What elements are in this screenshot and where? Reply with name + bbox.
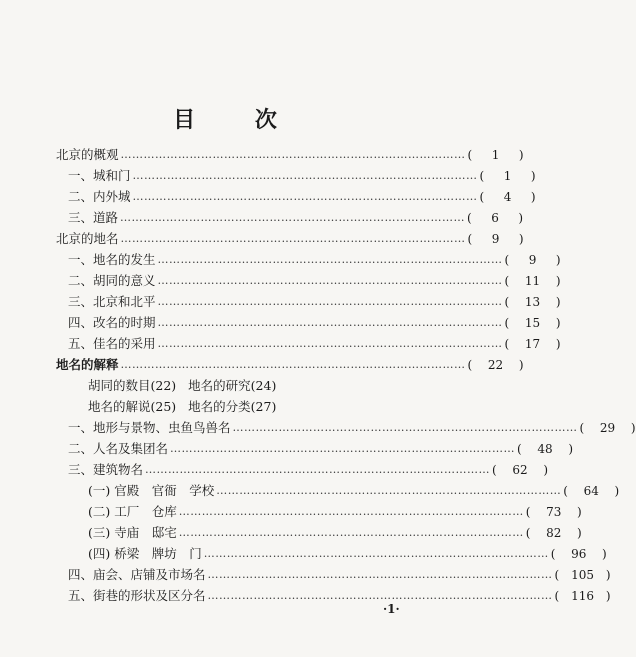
page-number: 48 <box>537 442 553 456</box>
page-number: 17 <box>524 337 541 351</box>
open-paren: ( <box>467 148 473 162</box>
close-paren: ) <box>555 295 561 309</box>
dot-leader: ……………………………………………………………………………… <box>157 274 503 287</box>
open-paren: ( <box>467 232 473 246</box>
open-paren: ( <box>504 253 510 267</box>
dot-leader: ……………………………………………………………………………… <box>203 547 549 560</box>
dot-leader: ……………………………………………………………………………… <box>207 568 553 581</box>
toc-entry <box>68 312 561 334</box>
dot-leader: ……………………………………………………………………………… <box>178 526 524 539</box>
close-paren: ) <box>518 358 524 372</box>
page-number: 9 <box>491 232 500 246</box>
toc-entry-label: (一) 官殿 官衙 学校 <box>88 483 215 498</box>
toc-entry <box>68 459 549 481</box>
dot-leader: ……………………………………………………………………………… <box>120 148 466 161</box>
page-number: 105 <box>571 568 594 582</box>
toc-entry <box>68 291 561 313</box>
close-paren: ) <box>543 463 549 477</box>
open-paren: ( <box>517 442 522 456</box>
open-paren: ( <box>467 211 472 225</box>
close-paren: ) <box>630 421 636 435</box>
close-paren: ) <box>577 526 582 540</box>
toc-entry <box>68 249 561 271</box>
toc-entry-label: (二) 工厂 仓库 <box>88 504 177 519</box>
toc-entry-label: 二、胡同的意义 <box>68 273 156 288</box>
toc-entry-label: 三、北京和北平 <box>68 294 156 309</box>
toc-entry-page <box>580 417 636 439</box>
close-paren: ) <box>614 484 620 498</box>
toc-entry-label: 地名的解释 <box>56 357 119 372</box>
toc-entry <box>88 522 582 544</box>
toc-entry-label: 三、道路 <box>68 210 119 225</box>
toc-entry-page <box>467 207 523 229</box>
close-paren: ) <box>518 232 524 246</box>
page-number: 96 <box>571 547 587 561</box>
close-paren: ) <box>555 253 561 267</box>
open-paren: ( <box>479 169 485 183</box>
toc-entry-page <box>526 522 582 544</box>
toc-entry-page <box>468 144 524 166</box>
dot-leader: ……………………………………………………………………………… <box>157 316 503 329</box>
toc-entry-page <box>480 186 536 208</box>
page-number: 11 <box>524 274 541 288</box>
close-paren: ) <box>605 568 611 582</box>
close-paren: ) <box>530 190 536 204</box>
page-number: 15 <box>524 316 541 330</box>
toc-entry-page <box>526 501 582 523</box>
page-number: 64 <box>583 484 599 498</box>
toc-subentry: 地名的研究(24) <box>188 378 277 393</box>
toc-entry-label: 五、佳名的采用 <box>68 336 156 351</box>
close-paren: ) <box>518 211 524 225</box>
toc-entry-label: 北京的概观 <box>56 147 119 162</box>
dot-leader: ……………………………………………………………………………… <box>132 190 478 203</box>
page-number: 4 <box>503 190 512 204</box>
toc-entry <box>68 333 561 355</box>
toc-entry-label: 一、地名的发生 <box>68 252 156 267</box>
toc-entry <box>88 480 620 502</box>
toc-entry-page <box>505 333 561 355</box>
close-paren: ) <box>577 505 582 519</box>
toc-entry-page <box>555 585 611 607</box>
toc-entry-page <box>555 564 611 586</box>
toc-entry-label: 四、庙会、店铺及市场名 <box>68 567 206 582</box>
toc-entry-label: 二、人名及集团名 <box>68 441 169 456</box>
toc-subentry-line <box>88 396 276 418</box>
toc-entry <box>68 438 574 460</box>
page-number: 62 <box>512 463 528 477</box>
open-paren: ( <box>504 295 510 309</box>
close-paren: ) <box>518 148 524 162</box>
toc-entry-label: (四) 桥梁 牌坊 门 <box>88 546 202 561</box>
toc-entry-page <box>517 438 573 460</box>
toc-entry <box>56 228 524 250</box>
page-number: 1 <box>503 169 512 183</box>
open-paren: ( <box>467 358 473 372</box>
dot-leader: ……………………………………………………………………………… <box>157 253 503 266</box>
dot-leader: ……………………………………………………………………………… <box>120 358 466 371</box>
toc-entry-label: 四、改名的时期 <box>68 315 156 330</box>
toc-entry <box>68 417 636 439</box>
toc-entry-label: 五、街巷的形状及区分名 <box>68 588 206 603</box>
open-paren: ( <box>554 568 560 582</box>
toc-entry <box>68 564 611 586</box>
open-paren: ( <box>579 421 585 435</box>
toc-entry <box>56 354 524 376</box>
page-number: 82 <box>546 526 562 540</box>
open-paren: ( <box>504 316 510 330</box>
page-number: 116 <box>571 589 594 603</box>
dot-leader: ……………………………………………………………………………… <box>120 211 466 224</box>
close-paren: ) <box>605 589 611 603</box>
toc-entry <box>68 207 524 229</box>
close-paren: ) <box>555 316 561 330</box>
open-paren: ( <box>550 547 556 561</box>
open-paren: ( <box>563 484 568 498</box>
page-number-footer: ·1· <box>383 602 400 616</box>
toc-entry <box>68 186 536 208</box>
close-paren: ) <box>530 169 536 183</box>
page-title: 目 次 <box>173 108 303 133</box>
toc-entry <box>68 165 536 187</box>
toc-subentry-line <box>88 375 276 397</box>
toc-entry-label: 一、地形与景物、虫鱼鸟兽名 <box>68 420 231 435</box>
dot-leader: ……………………………………………………………………………… <box>232 421 578 434</box>
toc-entry-page <box>492 459 548 481</box>
toc-entry-label: 二、内外城 <box>68 189 131 204</box>
toc-entry <box>68 270 561 292</box>
toc-entry-page <box>505 249 561 271</box>
dot-leader: ……………………………………………………………………………… <box>157 295 503 308</box>
close-paren: ) <box>568 442 574 456</box>
dot-leader: ……………………………………………………………………………… <box>170 442 516 455</box>
toc-entry <box>88 543 607 565</box>
toc-entry-label: 一、城和门 <box>68 168 131 183</box>
toc-subentry: 胡同的数目(22) <box>88 378 177 393</box>
open-paren: ( <box>504 337 510 351</box>
page-number: 1 <box>491 148 500 162</box>
dot-leader: ……………………………………………………………………………… <box>145 463 491 476</box>
dot-leader: ……………………………………………………………………………… <box>207 589 553 602</box>
toc-entry-label: 北京的地名 <box>56 231 119 246</box>
toc-entry-page <box>505 312 561 334</box>
close-paren: ) <box>602 547 607 561</box>
page-number: 29 <box>599 421 616 435</box>
toc-entry-page <box>480 165 536 187</box>
toc-entry-page <box>551 543 607 565</box>
close-paren: ) <box>555 337 561 351</box>
page-number: 22 <box>487 358 504 372</box>
toc-entry-page <box>505 291 561 313</box>
toc-entry-page <box>563 480 619 502</box>
open-paren: ( <box>525 505 531 519</box>
toc-subentry: 地名的解说(25) <box>88 399 177 414</box>
open-paren: ( <box>479 190 485 204</box>
open-paren: ( <box>554 589 560 603</box>
toc-entry-page <box>468 354 524 376</box>
toc-subentry: 地名的分类(27) <box>188 399 277 414</box>
page-number: 13 <box>524 295 541 309</box>
dot-leader: ……………………………………………………………………………… <box>157 337 503 350</box>
dot-leader: ……………………………………………………………………………… <box>132 169 478 182</box>
page-number: 73 <box>546 505 562 519</box>
page-number: 6 <box>491 211 499 225</box>
toc-entry <box>68 585 611 607</box>
toc-entry <box>88 501 582 523</box>
toc-entry-label: (三) 寺庙 邸宅 <box>88 525 177 540</box>
toc-entry-page <box>505 270 561 292</box>
open-paren: ( <box>525 526 531 540</box>
open-paren: ( <box>492 463 497 477</box>
toc-entry-page <box>468 228 524 250</box>
dot-leader: ……………………………………………………………………………… <box>120 232 466 245</box>
dot-leader: ……………………………………………………………………………… <box>178 505 524 518</box>
dot-leader: ……………………………………………………………………………… <box>216 484 562 497</box>
close-paren: ) <box>555 274 561 288</box>
toc-entry-label: 三、建筑物名 <box>68 462 144 477</box>
page-number: 9 <box>528 253 537 267</box>
toc-entry <box>56 144 524 166</box>
open-paren: ( <box>504 274 510 288</box>
